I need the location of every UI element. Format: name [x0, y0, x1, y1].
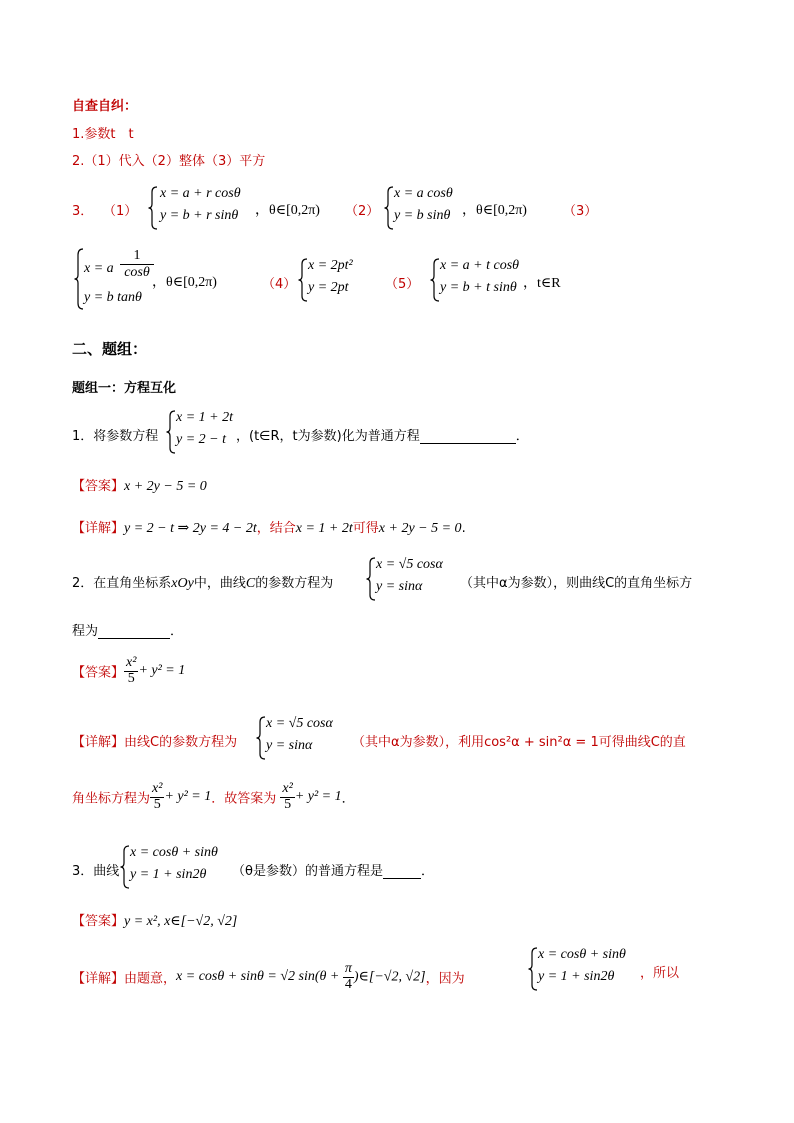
brace-icon: [430, 258, 440, 302]
brace-icon: [366, 557, 376, 601]
check-item-3-part-1: （1）: [103, 204, 138, 219]
check-item-3-part-3: （3）: [563, 204, 598, 219]
q3-prefix: 3．曲线: [72, 864, 120, 879]
range-5: ，t∈R: [523, 276, 561, 291]
section-title: 二、题组：: [72, 340, 148, 358]
q3-equation-system: x = cosθ + sinθ y = 1 + sin2θ: [120, 845, 240, 889]
q2-answer: 【答案】 $\frac{\text{x²}}{5}$ + y² = 1: [72, 655, 186, 686]
q1-prefix: 1．将参数方程: [72, 429, 159, 444]
brace-icon: [528, 947, 538, 991]
detail-tag: 【详解】: [72, 521, 125, 536]
q2-equation-system: x = √5 cosα y = sinα: [366, 557, 466, 601]
detail-tag: 【详解】: [72, 971, 125, 987]
check-item-3-number: 3．: [72, 204, 94, 219]
brace-icon: [256, 716, 266, 760]
equation-system-2: x = a cosθ y = b sinθ: [384, 186, 484, 230]
q1-answer: 【答案】x + 2y − 5 = 0: [72, 479, 207, 494]
answer-tag: 【答案】: [72, 914, 125, 929]
equation-system-1: x = a + r cosθ y = b + r sinθ: [148, 186, 268, 230]
check-title: 自查自纠：: [72, 99, 138, 114]
check-item-3-part-5: （5）: [385, 277, 420, 292]
answer-tag: 【答案】: [72, 665, 125, 681]
equation-system-4: x = 2pt² y = 2pt: [298, 258, 378, 302]
check-item-3-part-2: （2）: [345, 204, 380, 219]
q2-detail-line1: 【详解】由线C的参数方程为: [72, 735, 238, 750]
q3-detail-equation-system: x = cosθ + sinθ y = 1 + sin2θ: [528, 947, 648, 991]
q2-detail-equation-system: x = √5 cosα y = sinα: [256, 716, 356, 760]
brace-icon: [120, 845, 130, 889]
group-title: 题组一：方程互化: [72, 381, 177, 396]
q2-line1-tail: （其中α为参数），则曲线C的直角坐标方: [460, 576, 693, 591]
check-item-1: 1.参数t t: [72, 127, 134, 142]
equation-system-3: x = a 1 cosθ y = b tanθ: [74, 248, 174, 310]
q2-line1: 2．在直角坐标系xOy中，曲线C的参数方程为: [72, 576, 334, 591]
answer-tag: 【答案】: [72, 479, 125, 494]
q1-suffix: ，(t∈R，t为参数)化为普通方程 ．: [236, 429, 529, 444]
range-2: ，θ∈[0,2π): [462, 203, 527, 218]
q3-answer: 【答案】y = x², x∈[−√2, √2]: [72, 914, 238, 929]
q1-detail: 【详解】y = 2 − t ⇒ 2y = 4 − 2t，结合x = 1 + 2t可得x + 2y − 5 = 0.: [72, 521, 466, 536]
brace-icon: [148, 186, 158, 230]
check-item-3-part-4: （4）: [262, 277, 297, 292]
q2-answer-blank[interactable]: [98, 624, 170, 639]
detail-tag: 【详解】: [72, 735, 125, 750]
q3-detail: 【详解】由题意，x = cosθ + sinθ = √2 sin(θ + $\frac{\pi}{4}$ )∈[−√2, √2]，因为: [72, 961, 465, 992]
check-item-2: 2.（1）代入（2）整体（3）平方: [72, 154, 266, 169]
q1-answer-blank[interactable]: [420, 429, 516, 444]
brace-icon: [74, 248, 84, 310]
q3-answer-blank[interactable]: [383, 864, 421, 879]
brace-icon: [298, 258, 308, 302]
brace-icon: [166, 410, 176, 454]
q3-suffix: （θ是参数）的普通方程是 ．: [232, 864, 434, 879]
range-1: ，θ∈[0,2π): [255, 203, 320, 218]
q2-line2: 程为 ．: [72, 624, 184, 639]
equation-system-5: x = a + t cosθ y = b + t sinθ: [430, 258, 540, 302]
brace-icon: [384, 186, 394, 230]
range-3: ，θ∈[0,2π): [152, 275, 217, 290]
q3-detail-tail: ，所以: [640, 966, 680, 981]
q2-detail-line1-tail: （其中α为参数），利用cos²α + sin²α = 1可得曲线C的直: [352, 735, 686, 750]
q2-detail-line2: 角坐标方程为 $\frac{\text{x²}}{5}$ + y² = 1．故答案为 $\frac{\text{x²}}{5}$ + y² = 1．: [72, 781, 355, 812]
q1-equation-system: x = 1 + 2t y = 2 − t: [166, 410, 246, 454]
